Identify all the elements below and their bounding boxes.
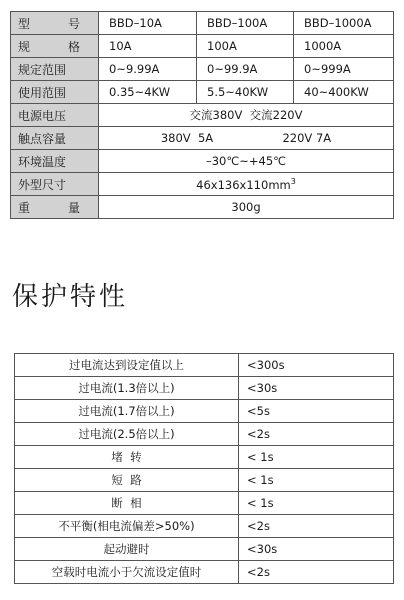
table-row (15, 515, 394, 538)
spec-label: 外型尺寸 (11, 173, 99, 196)
contact-380v: 380V 5A (160, 131, 214, 145)
spec-row-spec (11, 35, 394, 58)
protection-value: <30s (239, 377, 394, 400)
spec-cell: 0~9.99A (99, 58, 197, 81)
spec-row-size (11, 173, 394, 196)
protection-label: 不平衡(相电流偏差>50%) (15, 515, 239, 538)
spec-row-model (11, 12, 394, 35)
spec-cell: 100A (197, 35, 294, 58)
spec-cell: BBD–1000A (294, 12, 394, 35)
spec-label: 型 号 (11, 12, 99, 35)
spec-label: 电源电压 (11, 104, 99, 127)
protection-label: 堵 转 (15, 446, 239, 469)
protection-label: 过电流达到设定值以上 (15, 354, 239, 377)
spec-cell: 5.5~40KW (197, 81, 294, 104)
protection-value: < 1s (239, 492, 394, 515)
spec-cell: 300g (99, 196, 394, 219)
size-value: 46x136x110mm (196, 177, 291, 192)
size-sup: 3 (290, 176, 296, 186)
table-row (15, 538, 394, 561)
table-row (15, 492, 394, 515)
protection-value: <2s (239, 423, 394, 446)
spec-cell: BBD–10A (99, 12, 197, 35)
spec-label: 使用范围 (11, 81, 99, 104)
spec-cell (99, 173, 394, 196)
spec-cell: BBD–100A (197, 12, 294, 35)
spec-cell: 0~99.9A (197, 58, 294, 81)
spec-cell: 交流380V 交流220V (99, 104, 394, 127)
section-title: 保护特性 (12, 282, 129, 312)
protection-label: 过电流(2.5倍以上) (15, 423, 239, 446)
spec-label: 触点容量 (11, 127, 99, 150)
table-row (15, 377, 394, 400)
spec-label: 规定范围 (11, 58, 99, 81)
spec-label: 规 格 (11, 35, 99, 58)
spec-cell: –30℃~+45℃ (99, 150, 394, 173)
protection-label: 空载时电流小于欠流设定值时 (15, 561, 239, 584)
spec-cell: 0.35~4KW (99, 81, 197, 104)
protection-label: 起动避时 (15, 538, 239, 561)
protection-table (14, 353, 394, 584)
spec-label: 环境温度 (11, 150, 99, 173)
table-row (15, 469, 394, 492)
spec-row-weight (11, 196, 394, 219)
protection-value: <2s (239, 515, 394, 538)
table-row (15, 561, 394, 584)
spec-row-contact (11, 127, 394, 150)
spec-cell: 10A (99, 35, 197, 58)
protection-label: 断 相 (15, 492, 239, 515)
protection-value: <30s (239, 538, 394, 561)
spec-row-voltage (11, 104, 394, 127)
protection-value: < 1s (239, 446, 394, 469)
spec-table (10, 11, 394, 219)
protection-label: 过电流(1.3倍以上) (15, 377, 239, 400)
spec-cell: 40~400KW (294, 81, 394, 104)
table-row (15, 354, 394, 377)
spec-row-temp (11, 150, 394, 173)
table-row (15, 423, 394, 446)
spec-row-range (11, 58, 394, 81)
spec-cell: 1000A (294, 35, 394, 58)
protection-value: <300s (239, 354, 394, 377)
spec-cell (99, 127, 394, 150)
contact-220v: 220V 7A (282, 131, 332, 145)
spec-cell: 0~999A (294, 58, 394, 81)
spec-label: 重 量 (11, 196, 99, 219)
protection-value: < 1s (239, 469, 394, 492)
table-row (15, 446, 394, 469)
protection-label: 短 路 (15, 469, 239, 492)
protection-label: 过电流(1.7倍以上) (15, 400, 239, 423)
protection-value: <5s (239, 400, 394, 423)
protection-value: <2s (239, 561, 394, 584)
table-row (15, 400, 394, 423)
spec-row-usage (11, 81, 394, 104)
